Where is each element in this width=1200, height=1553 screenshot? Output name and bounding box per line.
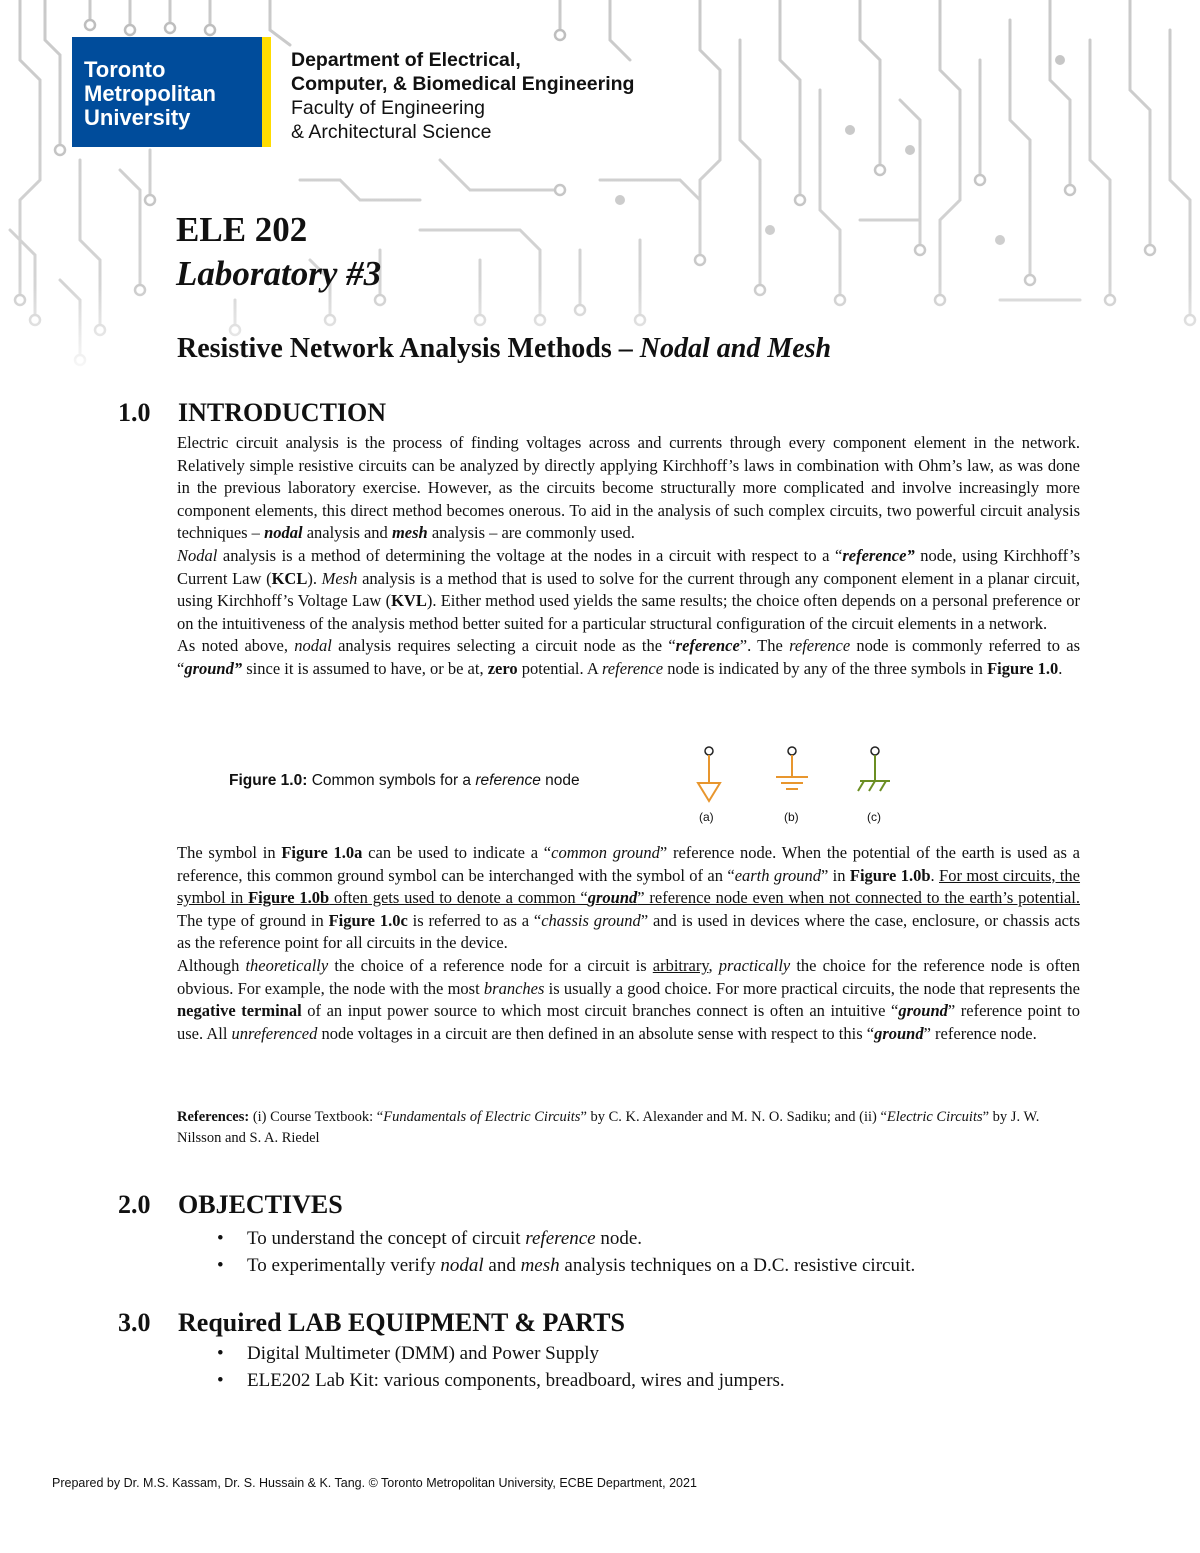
intro-paragraph-5: Although theoretically the choice of a reference node for a circuit is arbitrary, practically the choice for the reference node is often obvious. For example, the node with the most branches is usually a good choice. For more practical circuits, the node that represents the negative terminal of an input power source to which most circuit branches connect is often an intuitive “ground” reference point to use. All unreferenced node voltages in a circuit are then defined in an absolute sense with respect to this “ground” reference node. xyxy=(177,955,1080,1043)
objectives-list xyxy=(217,1225,915,1279)
ground-symbol-common-icon xyxy=(690,745,730,807)
intro-paragraph-2: Nodal analysis is a method of determining the voltage at the nodes in a circuit with respect to a “reference” node, using Kirchhoff’s Current Law (KCL). Mesh analysis is a method that is used to solve for the current through any component element in a planar circuit, using Kirchhoff’s Voltage Law (KVL). Either method used yields the same results; the choice often depends on a personal preference or on the intuitiveness of the analysis method better suited for a particular structural configuration of the circuit elements in a network. xyxy=(177,545,1080,633)
course-title xyxy=(176,208,381,296)
dept-line-4: & Architectural Science xyxy=(291,121,492,143)
symbol-label-b: (b) xyxy=(784,810,799,824)
symbol-label-c: (c) xyxy=(867,810,881,824)
section-heading-introduction: 1.0 INTRODUCTION xyxy=(118,398,387,427)
intro-paragraph-3: As noted above, nodal analysis requires selecting a circuit node as the “reference”. The reference node is commonly referred to as “ground” since it is assumed to have, or be at, zero potential. A reference node is indicated by any of the three symbols in Figure 1.0. xyxy=(177,636,1080,678)
references: References: (i) Course Textbook: “Fundamentals of Electric Circuits” by C. K. Alexander and M. N. O. Sadiku; and (ii) “Electric Circuits” by J. W. Nilsson and S. A. Riedel xyxy=(177,1109,1040,1146)
intro-paragraph-1: Electric circuit analysis is the process of finding voltages across and currents through every component element in the network. Relatively simple resistive circuits can be analyzed by directly applying Kirchhoff’s laws in combination with Ohm’s law, as was done in the previous laboratory exercise. However, as the circuits become structurally more complicated and involve increasingly more component elements, this direct method becomes onerous. To aid in the analysis of such complex circuits, two powerful circuit analysis techniques – nodal analysis and mesh analysis – are commonly used. xyxy=(177,433,1080,543)
dept-line-3: Faculty of Engineering xyxy=(291,97,486,119)
lab-subtitle: Resistive Network Analysis Methods – Nodal and Mesh xyxy=(177,333,832,364)
dept-line-2: Computer, & Biomedical Engineering xyxy=(291,73,635,95)
list-item: • Digital Multimeter (DMM) and Power Supply xyxy=(217,1340,785,1367)
intro-paragraph-4: The symbol in Figure 1.0a can be used to indicate a “common ground” reference node. When the potential of the earth is used as a reference, this common ground symbol can be interchanged with the symbol of an “earth ground” in Figure 1.0b. For most circuits, the symbol in Figure 1.0b often gets used to denote a common “ground” reference node even when not connected to the earth’s potential. The type of ground in Figure 1.0c is referred to as a “chassis ground” and is used in devices where the case, enclosure, or chassis acts as the reference point for all circuits in the device. xyxy=(177,843,1081,953)
introduction-text xyxy=(177,432,1080,681)
section-heading-objectives: 2.0 OBJECTIVES xyxy=(118,1190,343,1219)
equipment-list xyxy=(217,1340,785,1394)
ground-symbol-chassis-icon xyxy=(852,745,898,795)
lab-number: Laboratory #3 xyxy=(176,254,382,293)
logo-line-2: Metropolitan xyxy=(84,81,216,106)
list-item: • ELE202 Lab Kit: various components, breadboard, wires and jumpers. xyxy=(217,1367,785,1394)
figure-1-caption: Figure 1.0: Common symbols for a reference node xyxy=(229,772,580,789)
logo-line-1: Toronto xyxy=(84,57,166,82)
ground-types-text xyxy=(177,842,1080,1045)
logo-accent-bar xyxy=(262,37,271,147)
university-logo-text xyxy=(84,58,254,130)
course-code: ELE 202 xyxy=(176,210,308,249)
ground-symbol-earth-icon xyxy=(770,745,814,795)
symbol-label-a: (a) xyxy=(699,810,714,824)
dept-line-1: Department of Electrical, xyxy=(291,49,521,71)
page-footer: Prepared by Dr. M.S. Kassam, Dr. S. Hussain & K. Tang. © Toronto Metropolitan University, ECBE Department, 2021 xyxy=(52,1476,697,1490)
list-item: • To experimentally verify nodal and mesh analysis techniques on a D.C. resistive circuit. xyxy=(217,1252,915,1279)
list-item: • To understand the concept of circuit reference node. xyxy=(217,1225,915,1252)
section-heading-equipment: 3.0 Required LAB EQUIPMENT & PARTS xyxy=(118,1308,625,1337)
department-heading xyxy=(291,48,634,144)
logo-line-3: University xyxy=(84,105,191,130)
